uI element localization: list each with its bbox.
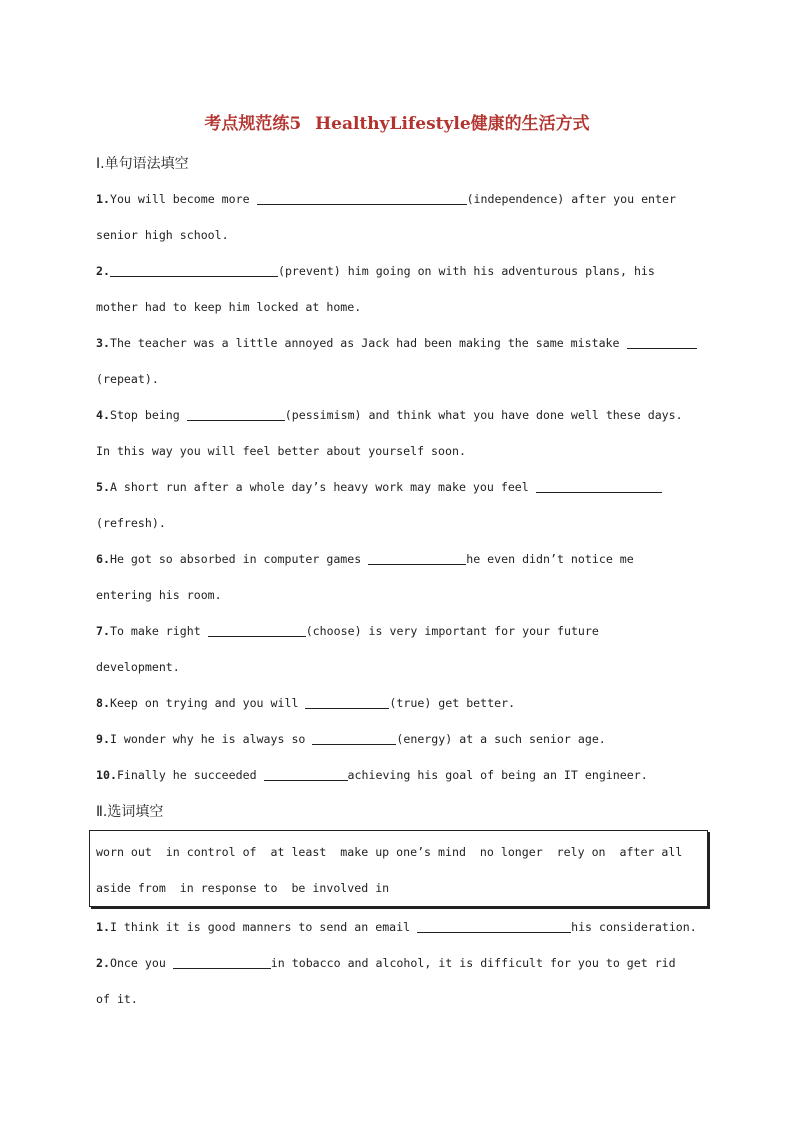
answer-blank[interactable] [417,920,571,933]
section1-heading: Ⅰ.单句语法填空 [96,156,189,172]
answer-blank[interactable] [627,336,697,349]
word-bank-line: aside from in response to be involved in [96,881,390,895]
question-line-cont: senior high school. [96,228,229,242]
title-lesson: 考点规范练5 [204,114,302,134]
answer-blank[interactable] [110,264,278,277]
question-line-cont: (repeat). [96,372,159,386]
question-line: 5.A short run after a whole day’s heavy work may make you feel [96,479,662,495]
question-line: 1.You will become more (independence) after you enter [96,192,676,206]
answer-blank[interactable] [208,624,306,637]
answer-blank[interactable] [305,696,389,709]
title-topic: HealthyLifestyle健康的生活方式 [315,114,590,134]
section2-heading: Ⅱ.选词填空 [96,804,164,820]
question-line: 10.Finally he succeeded achieving his goal of being an IT engineer. [96,768,648,782]
answer-blank[interactable] [257,192,467,205]
question-line: 7.To make right (choose) is very important for your future [96,624,599,638]
question-line: 1.I think it is good manners to send an email his consideration. [96,920,697,934]
answer-blank[interactable] [173,956,271,969]
question-line-cont: of it. [96,992,138,1006]
question-line-cont: development. [96,660,180,674]
answer-blank[interactable] [368,552,466,565]
question-line-cont: (refresh). [96,516,166,530]
word-bank-box [89,830,708,907]
question-line: 2.Once you in tobacco and alcohol, it is difficult for you to get rid [96,956,676,970]
question-line: 6.He got so absorbed in computer games he even didn’t notice me [96,552,634,566]
question-line: 3.The teacher was a little annoyed as Jack had been making the same mistake [96,335,697,351]
question-line: 4.Stop being (pessimism) and think what you have done well these days. [96,408,683,422]
answer-blank[interactable] [187,408,285,421]
answer-blank[interactable] [536,480,662,493]
answer-blank[interactable] [312,732,396,745]
question-line: 9.I wonder why he is always so (energy) at a such senior age. [96,732,606,746]
answer-blank[interactable] [264,768,348,781]
question-line: 8.Keep on trying and you will (true) get better. [96,696,516,710]
question-line-cont: In this way you will feel better about yourself soon. [96,444,466,458]
question-line-cont: entering his room. [96,588,222,602]
word-bank-line: worn out in control of at least make up one’s mind no longer rely on after all [96,845,683,859]
page-title [0,109,794,134]
question-line: 2. (prevent) him going on with his adventurous plans, his [96,264,655,278]
question-line-cont: mother had to keep him locked at home. [96,300,362,314]
